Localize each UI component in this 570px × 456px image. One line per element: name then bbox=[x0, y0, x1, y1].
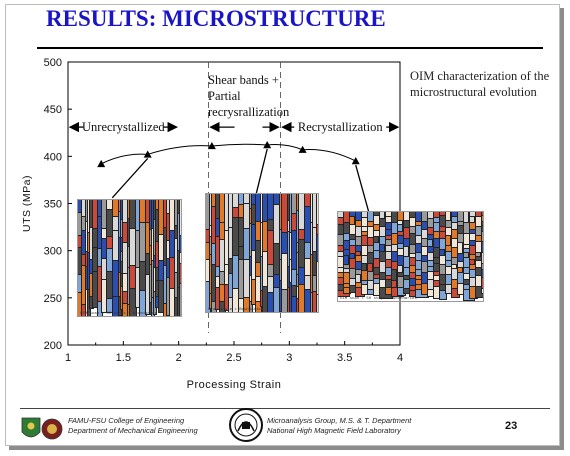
grain bbox=[482, 278, 484, 289]
grain bbox=[476, 242, 481, 253]
grain bbox=[374, 284, 379, 295]
uts-trend-line bbox=[101, 144, 356, 164]
micrograph-link-line bbox=[256, 149, 267, 194]
grain bbox=[180, 284, 182, 317]
grain bbox=[428, 253, 433, 261]
side-note: OIM characterization of the microstructural evolution bbox=[410, 69, 550, 99]
micrograph-caption: OIM scan • 50 steps • Boundaries bbox=[80, 312, 157, 316]
page-number: 23 bbox=[505, 420, 518, 432]
grain bbox=[404, 247, 408, 257]
grain bbox=[380, 212, 384, 219]
grain bbox=[317, 235, 319, 262]
grain bbox=[386, 268, 391, 276]
grain bbox=[317, 225, 319, 235]
x-tick-label: 1 bbox=[64, 352, 72, 364]
micrograph-shear-bands bbox=[205, 193, 319, 313]
footer-rule bbox=[20, 408, 550, 409]
grain bbox=[482, 253, 484, 264]
grain bbox=[356, 275, 360, 283]
micrograph-texture bbox=[338, 212, 483, 292]
grain bbox=[464, 212, 468, 223]
grain bbox=[482, 242, 484, 253]
slide-title: RESULTS: MICROSTRUCTURE bbox=[46, 6, 386, 31]
grain bbox=[338, 225, 343, 235]
grain bbox=[350, 217, 354, 225]
grain bbox=[398, 266, 402, 273]
y-tick-label: 200 bbox=[43, 340, 62, 352]
x-tick-label: 4 bbox=[396, 352, 404, 364]
region-label-unrecrystallized: Unrecrystallized bbox=[82, 120, 165, 135]
grain bbox=[368, 290, 373, 294]
grain bbox=[470, 223, 475, 230]
footer-left bbox=[68, 416, 198, 436]
grain bbox=[180, 264, 182, 284]
shear-band-label bbox=[208, 72, 296, 120]
y-tick-label: 450 bbox=[43, 104, 62, 117]
micrograph-caption: OIM scan • 50 steps • Boundaries bbox=[340, 297, 417, 301]
footer-left-line1: FAMU-FSU College of Engineering bbox=[68, 416, 185, 425]
grain bbox=[344, 241, 349, 250]
region-label-shear-bands: Shear bands + Partial recrysrallization bbox=[208, 73, 290, 119]
x-tick-label: 3.5 bbox=[337, 352, 353, 364]
grain bbox=[398, 225, 402, 232]
micrograph-texture bbox=[206, 194, 318, 303]
grain bbox=[392, 270, 396, 281]
grain bbox=[482, 232, 484, 242]
data-point bbox=[352, 157, 360, 164]
x-tick-label: 3 bbox=[286, 352, 293, 364]
grain bbox=[392, 281, 396, 288]
microanalysis-group-seal bbox=[228, 407, 264, 443]
data-point bbox=[97, 160, 105, 167]
footer-center bbox=[267, 416, 411, 436]
y-tick-label: 300 bbox=[43, 245, 62, 258]
grain bbox=[410, 234, 415, 245]
y-tick-label: 500 bbox=[43, 57, 62, 69]
grain bbox=[317, 194, 319, 225]
grain bbox=[446, 236, 450, 246]
famu-fsu-logo bbox=[20, 412, 64, 444]
grain bbox=[362, 218, 367, 227]
grain bbox=[180, 200, 182, 236]
y-tick-label: 350 bbox=[43, 198, 62, 211]
grain bbox=[482, 289, 484, 293]
grain bbox=[446, 212, 450, 221]
grain bbox=[440, 256, 445, 265]
grain bbox=[180, 253, 182, 264]
micrograph-link-line bbox=[356, 165, 369, 213]
grain bbox=[404, 280, 409, 289]
micrograph-recrystallized bbox=[337, 211, 484, 302]
y-tick-label: 400 bbox=[43, 151, 62, 164]
y-tick-label: 250 bbox=[43, 292, 62, 305]
footer-left-line2: Department of Mechanical Engineering bbox=[68, 426, 198, 435]
grain bbox=[428, 240, 432, 247]
grain bbox=[452, 223, 457, 230]
micrograph-texture bbox=[78, 200, 181, 307]
grain bbox=[368, 264, 372, 272]
y-axis-label: UTS (MPa) bbox=[21, 175, 33, 232]
x-tick-label: 2 bbox=[175, 352, 182, 364]
grain bbox=[458, 243, 462, 254]
x-tick-label: 2.5 bbox=[226, 352, 242, 364]
grain bbox=[180, 236, 182, 253]
grain bbox=[317, 262, 319, 295]
grain bbox=[344, 256, 348, 265]
x-tick-label: 1.5 bbox=[115, 352, 131, 364]
grain bbox=[362, 264, 366, 271]
footer-center-line1: Microanalysis Group, M.S. & T. Department bbox=[267, 416, 412, 425]
grain bbox=[482, 270, 484, 278]
micrograph-unrecrystallized bbox=[77, 199, 182, 317]
micrograph-caption: Gray scale • Boundaries bbox=[208, 308, 264, 312]
region-label-recrystallization: Recrystallization bbox=[297, 120, 383, 135]
micrograph-link-line bbox=[112, 158, 147, 197]
grain bbox=[380, 245, 384, 252]
grain bbox=[452, 239, 457, 248]
grain bbox=[317, 295, 319, 313]
x-axis-label: Processing Strain bbox=[186, 379, 282, 391]
footer-center-line2: National High Magnetic Field Laboratory bbox=[267, 426, 401, 435]
